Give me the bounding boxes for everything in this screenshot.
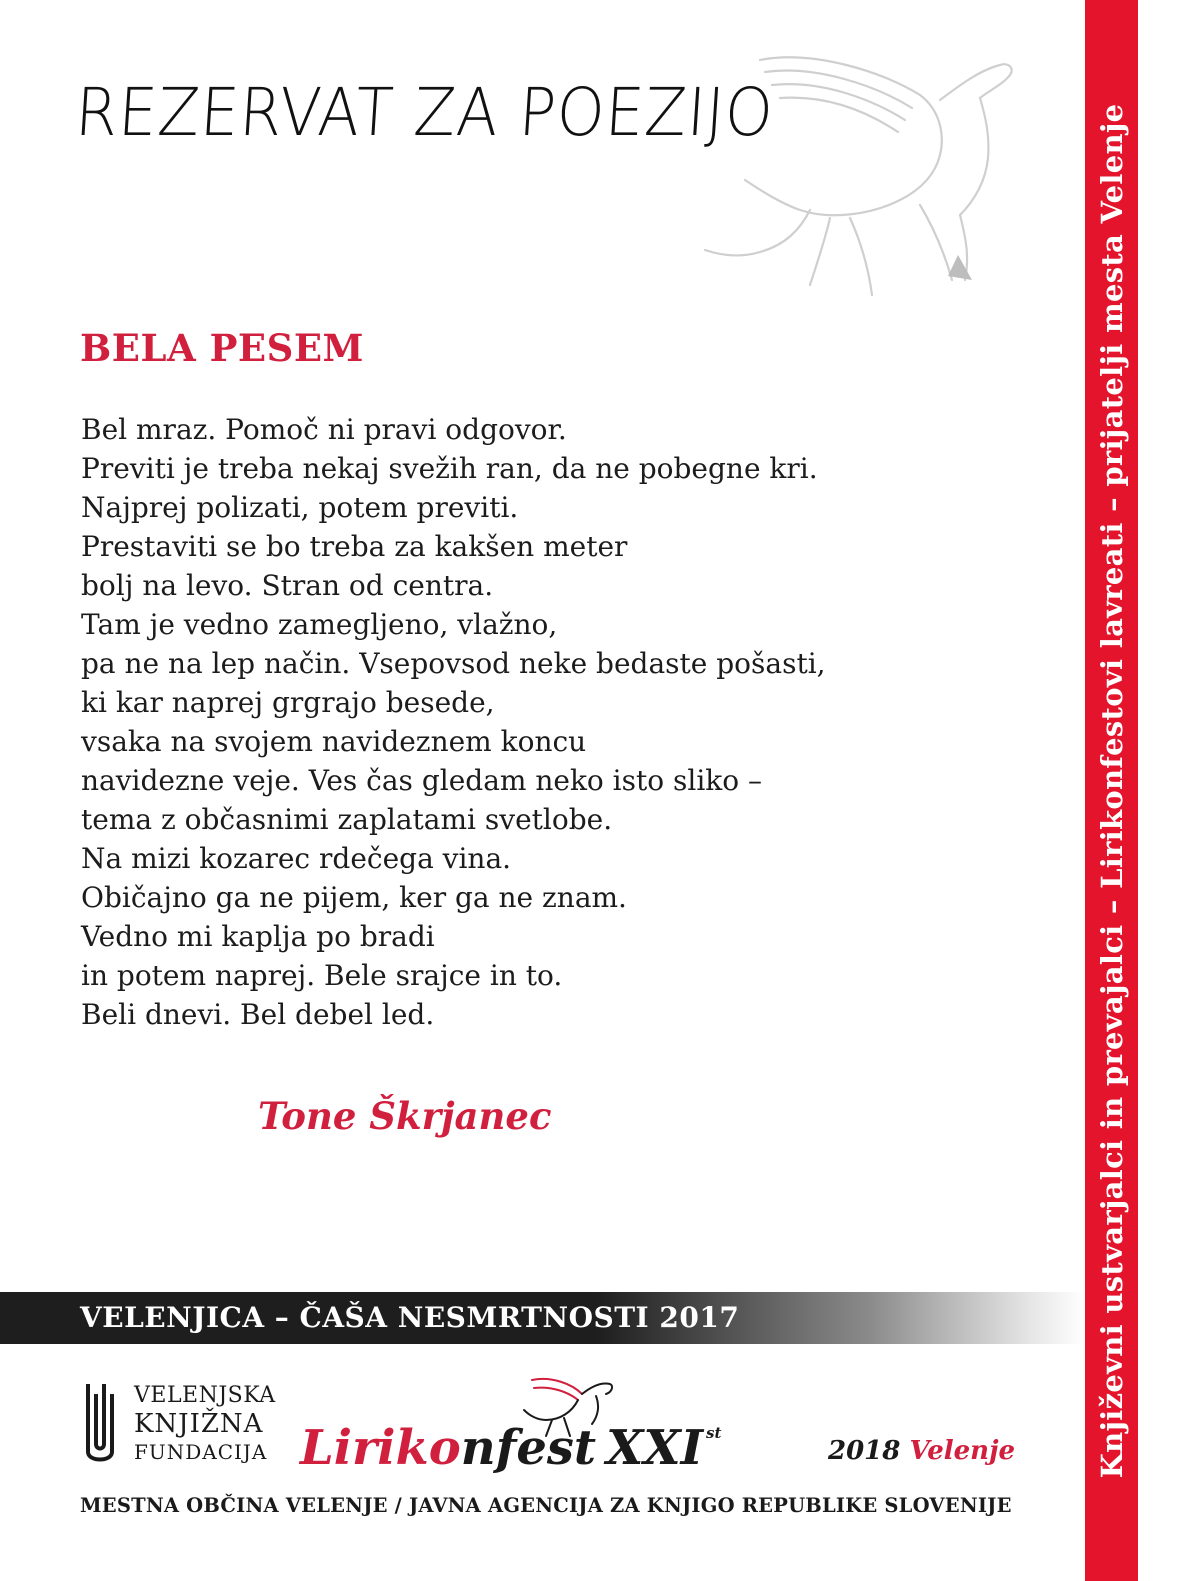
poem-line: Previti je treba nekaj svežih ran, da ne pobegne kri. [81,452,818,485]
side-band-text: Književni ustvarjalci in prevajalci – Lirikonfestovi lavreati – prijatelji mesta Velenje [1094,103,1129,1478]
year-place [828,1436,1015,1466]
lirikonfest-logo [300,1370,722,1480]
vkf-line-3: FUNDACIJA [134,1440,268,1464]
footer-place: Velenje [909,1436,1016,1466]
poem-body [81,410,826,1034]
side-band [1085,0,1138,1581]
poem-line: Bel mraz. Pomoč ni pravi odgovor. [81,413,567,446]
vkf-logo [80,1380,280,1470]
lirikonfest-part-1: Liriko [300,1420,461,1476]
poem-line: navidezne veje. Ves čas gledam neko isto sliko – [81,764,763,797]
event-band [0,1292,1085,1344]
page-title: REZERVAT ZA POEZIJO [73,74,777,151]
poem-line: vsaka na svojem navideznem koncu [81,725,587,758]
poem-line: Prestaviti se bo treba za kakšen meter [81,530,628,563]
poem-line: Vedno mi kaplja po bradi [81,920,435,953]
poem-line: bolj na levo. Stran od centra. [81,569,494,602]
poem-line: Na mizi kozarec rdečega vina. [81,842,512,875]
poem-title: BELA PESEM [80,326,364,370]
poem-line: Najprej polizati, potem previti. [81,491,519,524]
poem-line: Običajno ga ne pijem, ker ga ne znam. [81,881,627,914]
lirikonfest-superscript: st [706,1424,722,1442]
footer-year: 2018 [828,1436,901,1466]
paperclip-logo-icon [80,1380,120,1470]
vkf-line-2: KNJIŽNA [134,1409,264,1439]
vkf-line-1: VELENJSKA [134,1383,276,1408]
poem-line: Tam je vedno zamegljeno, vlažno, [81,608,558,641]
event-band-text: VELENJICA – ČAŠA NESMRTNOSTI 2017 [80,1301,740,1334]
sponsors-line: MESTNA OBČINA VELENJE / JAVNA AGENCIJA ZA KNJIGO REPUBLIKE SLOVENIJE [80,1494,1012,1517]
poem-author: Tone Škrjanec [258,1094,552,1138]
poem-line: tema z občasnimi zaplatami svetlobe. [81,803,613,836]
poem-line: Beli dnevi. Bel debel led. [81,998,435,1031]
poem-line: in potem naprej. Bele srajce in to. [81,959,563,992]
poem-line: pa ne na lep način. Vsepovsod neke bedaste pošasti, [81,647,826,680]
lirikonfest-part-3: fest [495,1420,597,1476]
lirikonfest-part-2: n [460,1420,496,1476]
poem-line: ki kar naprej grgrajo besede, [81,686,495,719]
pegasus-watermark-icon [690,40,1060,320]
lirikonfest-suffix: XXI [606,1420,704,1476]
